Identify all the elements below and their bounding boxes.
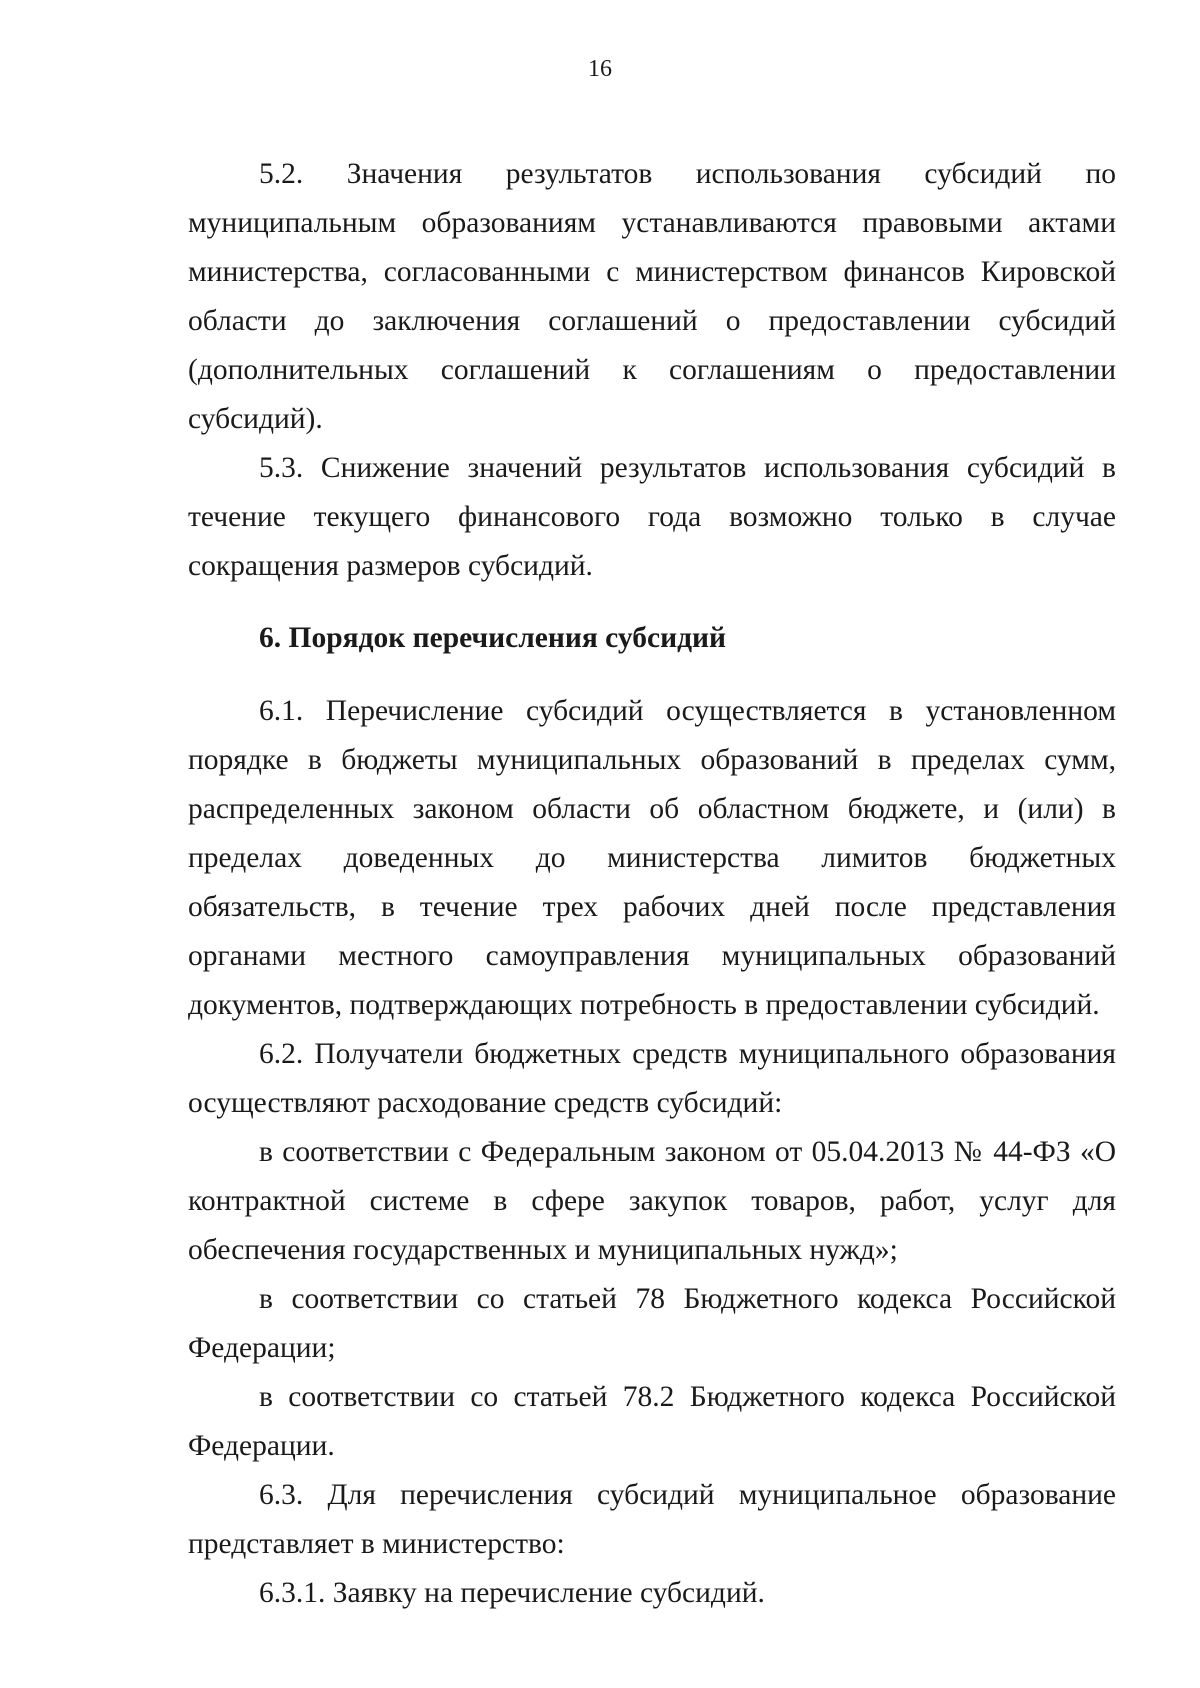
paragraph-6-2-item-art78: в соответствии со статьей 78 Бюджетного кодекса Российской Федерации; [188,1283,1116,1364]
paragraph-5-3: 5.3. Снижение значений результатов использования субсидий в течение текущего финансового года возможно только в случае сокращения размеров субсидий. [188,452,1116,582]
paragraph-6-2-item-44fz: в соответствии с Федеральным законом от 05.04.2013 № 44-ФЗ «О контрактной системе в сфере закупок товаров, работ, услуг для обеспечения государственных и муниципальных нужд»; [188,1136,1116,1266]
paragraph-6-3-1: 6.3.1. Заявку на перечисление субсидий. [259,1577,765,1609]
page-number: 16 [588,56,612,82]
section-6-heading: 6. Порядок перечисления субсидий [259,622,726,654]
paragraph-6-1: 6.1. Перечисление субсидий осуществляется в установленном порядке в бюджеты муниципальных образований в пределах сумм, распределенных законом области об областном бюджете, и (или) в пределах доведенных до министерства лимитов бюджетных обязательств, в течение трех рабочих дней после представления органами местного самоуправления муниципальных образований документов, подтверждающих потребность в предоставлении субсидий. [188,695,1116,1021]
paragraph-6-3: 6.3. Для перечисления субсидий муниципальное образование представляет в министерство: [188,1479,1116,1560]
document-body [188,150,1116,1618]
paragraph-5-2: 5.2. Значения результатов использования субсидий по муниципальным образованиям устанавливаются правовыми актами министерства, согласованными с министерством финансов Кировской области до заключения соглашений о предоставлении субсидий (дополнительных соглашений к соглашениям о предоставлении субсидий). [188,158,1116,435]
paragraph-6-2-item-art78-2: в соответствии со статьей 78.2 Бюджетного кодекса Российской Федерации. [188,1381,1116,1462]
paragraph-6-2: 6.2. Получатели бюджетных средств муниципального образования осуществляют расходование средств субсидий: [188,1038,1116,1119]
